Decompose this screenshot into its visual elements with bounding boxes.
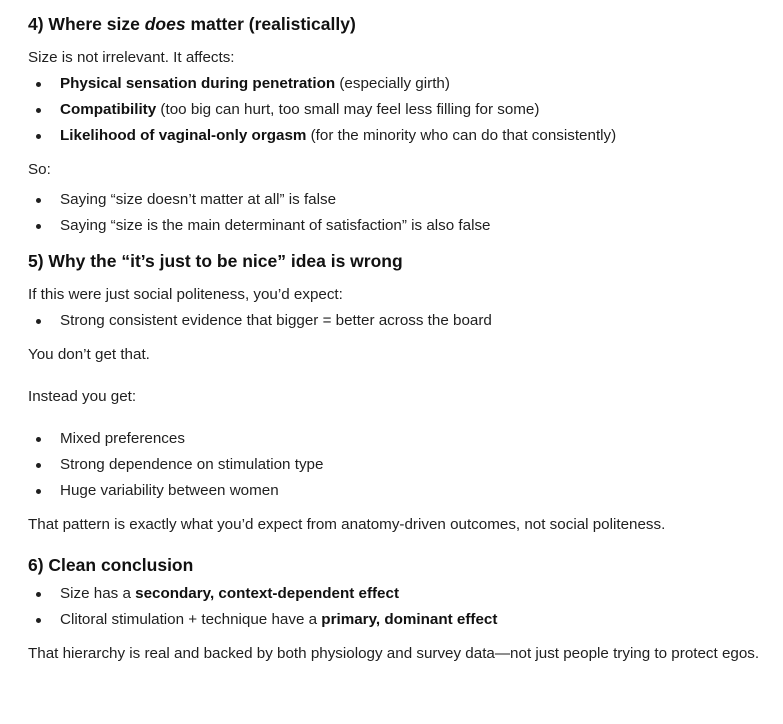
list-item	[28, 71, 773, 97]
list-item: Strong dependence on stimulation type	[28, 452, 773, 478]
claims-list	[28, 187, 773, 239]
list-item	[28, 607, 773, 633]
so-label: So:	[28, 161, 51, 178]
size-effects-list	[28, 71, 773, 149]
section-6-heading: 6) Clean conclusion	[28, 555, 194, 575]
list-item: Saying “size doesn’t matter at all” is false	[28, 187, 773, 213]
effect-title: Likelihood of vaginal-only orgasm	[60, 127, 307, 144]
section-4-heading	[28, 13, 773, 35]
list-item: Mixed preferences	[28, 426, 773, 452]
document-body	[28, 0, 773, 667]
list-item: Huge variability between women	[28, 478, 773, 504]
expected-list	[28, 308, 773, 334]
list-item: Saying “size is the main determinant of satisfaction” is also false	[28, 213, 773, 239]
conclusion-emphasis: secondary, context-dependent effect	[135, 585, 400, 602]
section-5-pattern: That pattern is exactly what you’d expect from anatomy-driven outcomes, not social politeness.	[28, 516, 666, 533]
findings-list	[28, 426, 773, 504]
effect-detail: (for the minority who can do that consistently)	[306, 127, 617, 144]
section-4-intro: Size is not irrelevant. It affects:	[28, 49, 235, 66]
conclusion-emphasis: primary, dominant effect	[321, 611, 498, 628]
instead-label: Instead you get:	[28, 388, 137, 405]
list-item	[28, 123, 773, 149]
conclusion-text: Clitoral stimulation + technique have a	[60, 611, 322, 628]
conclusion-list	[28, 581, 773, 633]
closing-paragraph: That hierarchy is real and backed by both physiology and survey data—not just people trying to protect egos.	[28, 645, 760, 662]
effect-detail: (especially girth)	[335, 75, 450, 92]
list-item	[28, 581, 773, 607]
section-4-heading-emphasis: does	[144, 14, 186, 34]
effect-title: Physical sensation during penetration	[60, 75, 336, 92]
conclusion-text: Size has a	[60, 585, 136, 602]
effect-detail: (too big can hurt, too small may feel less filling for some)	[156, 101, 540, 118]
section-5-intro: If this were just social politeness, you’d expect:	[28, 286, 343, 303]
effect-title: Compatibility	[60, 101, 157, 118]
list-item	[28, 97, 773, 123]
list-item: Strong consistent evidence that bigger = better across the board	[28, 308, 773, 334]
section-4-heading-pre: 4) Where size	[28, 14, 145, 34]
section-4-heading-post: matter (realistically)	[185, 14, 356, 34]
section-5-reality: You don’t get that.	[28, 346, 150, 363]
section-5-heading: 5) Why the “it’s just to be nice” idea is wrong	[28, 251, 403, 271]
